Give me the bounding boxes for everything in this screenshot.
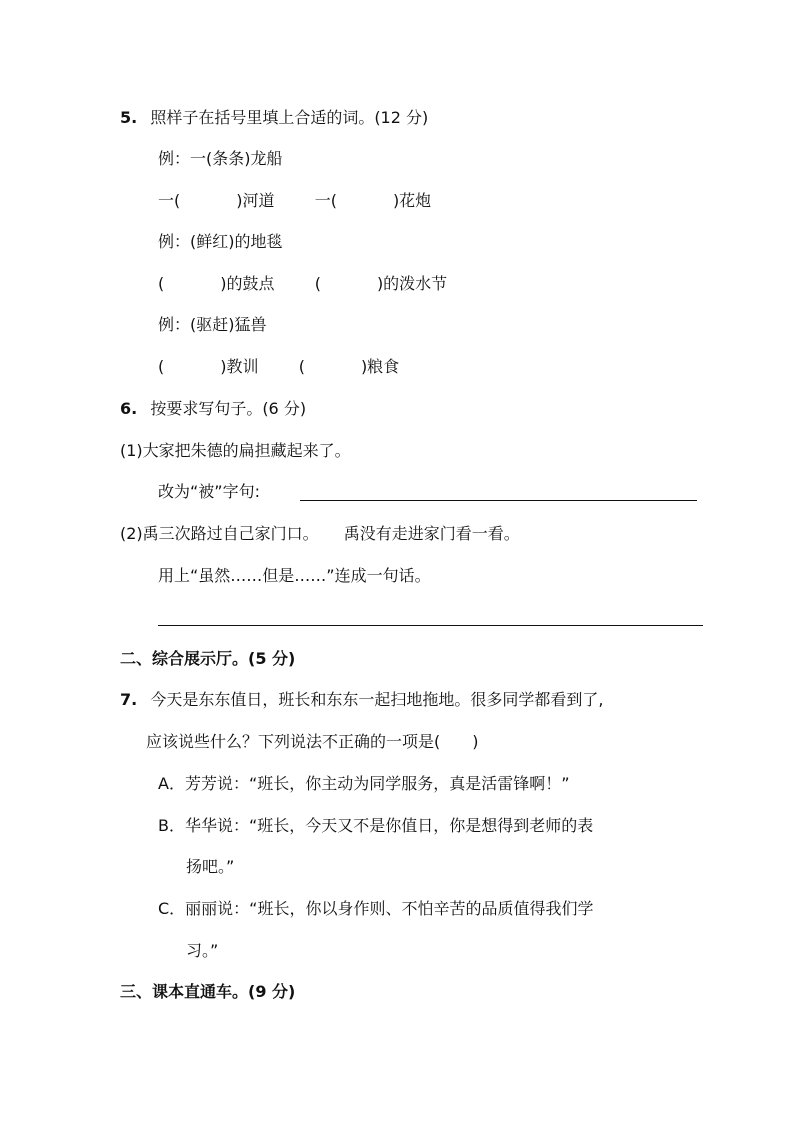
q5-title: 照样子在括号里填上合适的词。(12 分): [150, 108, 429, 127]
q6-number: 6.: [120, 399, 138, 418]
section-3-title: 三、课本直通车。(9 分): [120, 982, 296, 1001]
q6-heading: [120, 398, 306, 420]
q7-option-c[interactable]: C．丽丽说：“班长，你以身作则、不怕辛苦的品质值得我们学: [158, 899, 594, 918]
q5-number: 5.: [120, 108, 138, 127]
q5-row-2: ( )的鼓点 ( )的泼水节: [158, 274, 448, 293]
q7-option-b-cont: 扬吧。”: [186, 857, 235, 876]
answer-line-2[interactable]: [158, 625, 703, 626]
q7-option-b[interactable]: B．华华说：“班长，今天又不是你值日，你是想得到老师的表: [158, 816, 594, 835]
answer-line-1[interactable]: [300, 500, 697, 501]
q5-example-3: 例：(驱赶)猛兽: [158, 315, 267, 334]
section-2-title: 二、综合展示厅。(5 分): [120, 649, 296, 668]
q6-title: 按要求写句子。(6 分): [150, 399, 307, 418]
q7-option-a[interactable]: A．芳芳说：“班长，你主动为同学服务，真是活雷锋啊！”: [158, 774, 570, 793]
q7-line-2: 应该说些什么？下列说法不正确的一项是( ): [146, 732, 479, 751]
q5-heading: [120, 107, 428, 129]
q6-sentence-2: (2)禹三次路过自己家门口。 禹没有走进家门看一看。: [120, 524, 520, 543]
q5-example-1: 例：一(条条)龙船: [158, 149, 283, 168]
q7-line-1: 7. 今天是东东值日，班长和东东一起扫地拖地。很多同学都看到了,: [120, 690, 604, 709]
q5-row-1: 一( )河道 一( )花炮: [158, 191, 432, 210]
q6-sentence-1: (1)大家把朱德的扁担藏起来了。: [120, 441, 351, 460]
q5-row-3: ( )教训 ( )粮食: [158, 357, 400, 376]
q6-task-1: 改为“被”字句:: [158, 482, 260, 501]
q7-number: 7.: [120, 690, 138, 709]
q7-option-c-cont: 习。”: [186, 941, 219, 960]
q5-example-2: 例：(鲜红)的地毯: [158, 232, 283, 251]
q6-task-2: 用上“虽然……但是……”连成一句话。: [158, 566, 431, 585]
